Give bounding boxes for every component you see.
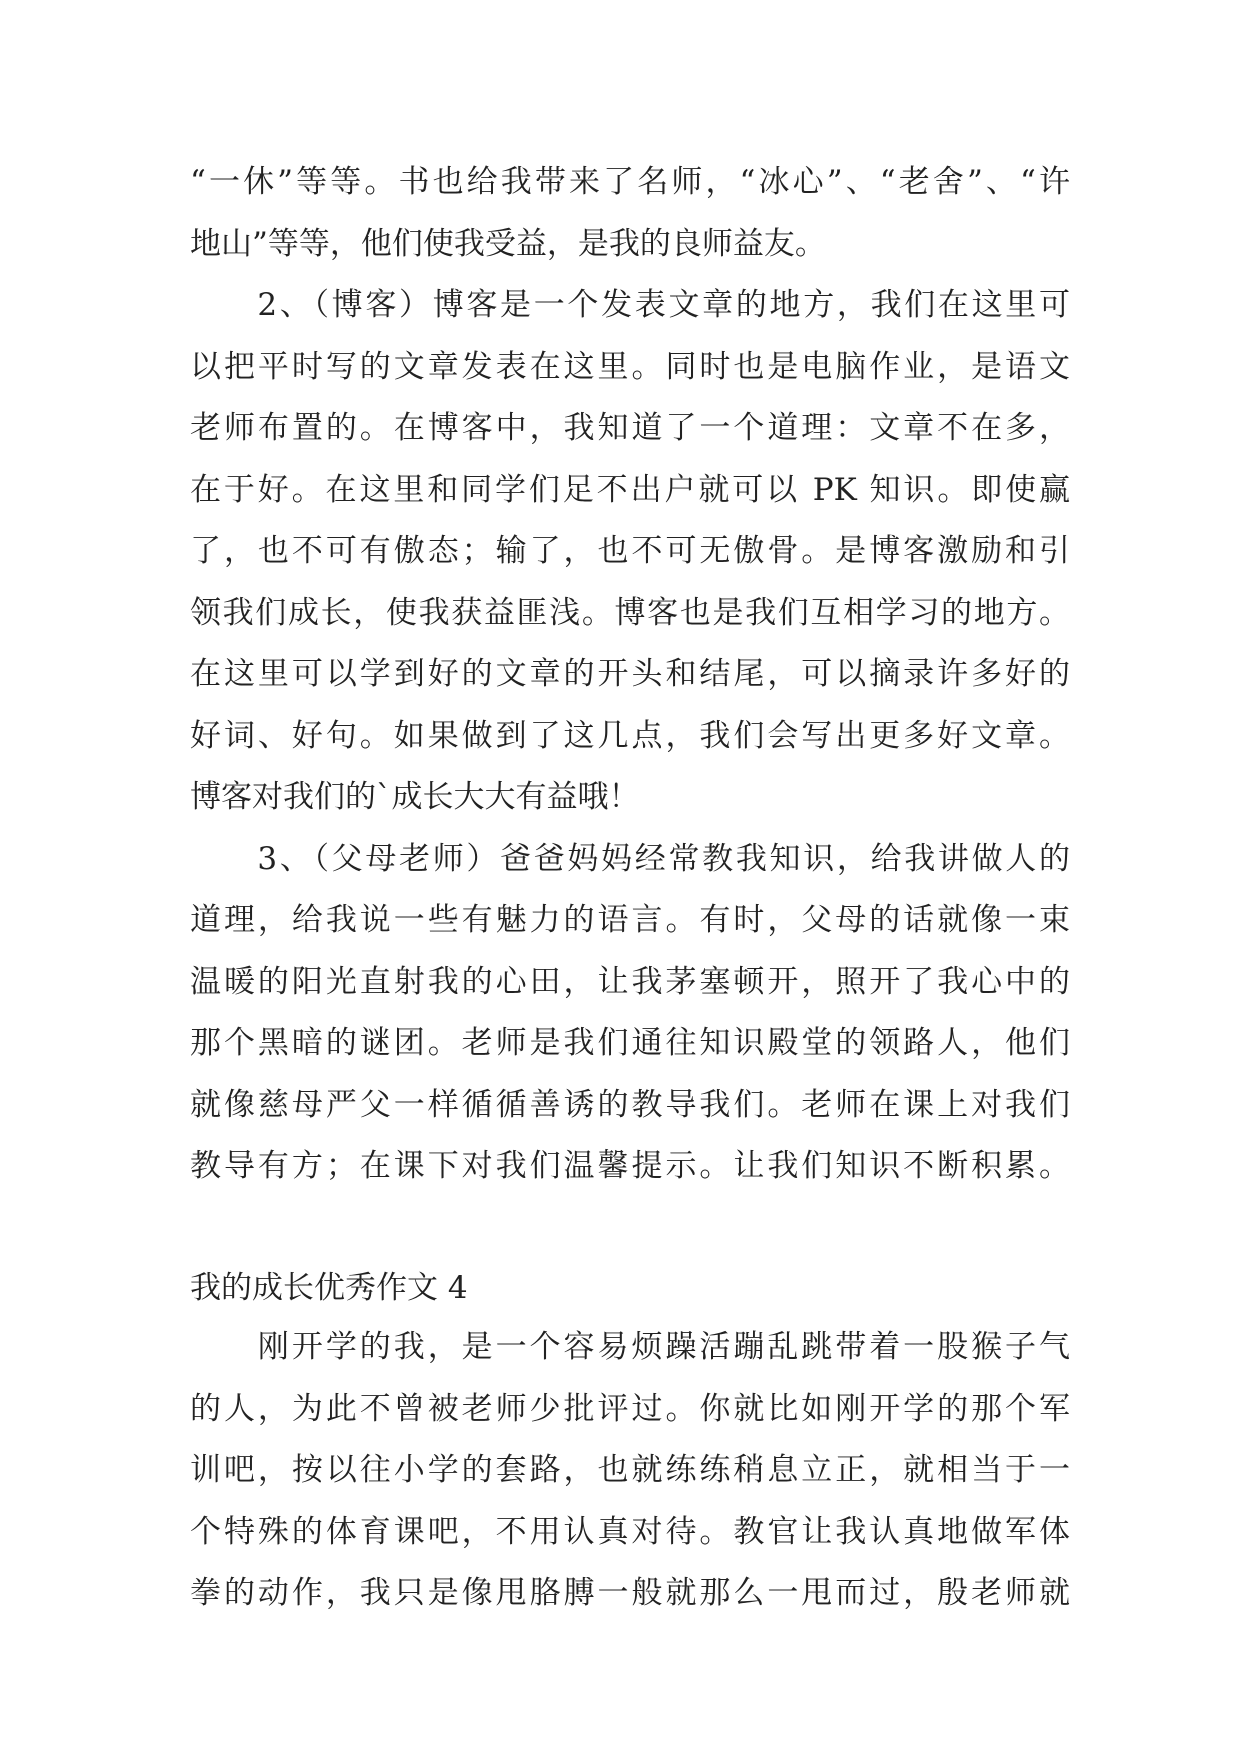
text-line: 教导有方；在课下对我们温馨提示。让我们知识不断积累。 (190, 1148, 1070, 1184)
paragraph-continuation (190, 152, 1070, 275)
text-line: 训吧，按以往小学的套路，也就练练稍息立正，就相当于一 (190, 1452, 1070, 1488)
text-line: 2、（博客）博客是一个发表文章的地方，我们在这里可 (190, 287, 1070, 323)
text-line: 的人，为此不曾被老师少批评过。你就比如刚开学的那个军 (190, 1390, 1070, 1427)
text-line: 温暖的阳光直射我的心田，让我茅塞顿开，照开了我心中的 (190, 963, 1070, 1000)
paragraph-blog (190, 275, 1070, 829)
paragraph-parents-teachers (190, 829, 1070, 1198)
text-line: 在于好。在这里和同学们足不出户就可以 PK 知识。即使赢 (190, 471, 1070, 508)
text-line: “一休”等等。书也给我带来了名师，“冰心”、“老舍”、“许 (190, 164, 1070, 200)
text-line: 道理，给我说一些有魅力的语言。有时，父母的话就像一束 (190, 902, 1070, 938)
text-line: 以把平时写的文章发表在这里。同时也是电脑作业，是语文 (190, 348, 1070, 385)
text-line: 个特殊的体育课吧，不用认真对待。教官让我认真地做军体 (190, 1513, 1070, 1550)
section-gap (190, 1198, 1070, 1260)
text-line: 地山”等等，他们使我受益，是我的良师益友。 (190, 225, 826, 262)
paragraph-start-of-school (190, 1317, 1070, 1625)
text-line: 老师布置的。在博客中，我知道了一个道理：文章不在多， (190, 410, 1070, 446)
text-line: 领我们成长，使我获益匪浅。博客也是我们互相学习的地方。 (190, 594, 1070, 631)
text-line: 拳的动作，我只是像甩胳膊一般就那么一甩而过，殷老师就 (190, 1575, 1070, 1611)
text-line: 那个黑暗的谜团。老师是我们通往知识殿堂的领路人，他们 (190, 1025, 1070, 1061)
text-line: 好词、好句。如果做到了这几点，我们会写出更多好文章。 (190, 717, 1070, 754)
section-title: 我的成长优秀作文 4 (190, 1270, 468, 1306)
text-line: 了，也不可有傲态；输了，也不可无傲骨。是博客激励和引 (190, 533, 1070, 569)
text-line: 博客对我们的`成长大大有益哦！ (190, 779, 640, 815)
text-line: 3、（父母老师）爸爸妈妈经常教我知识，给我讲做人的 (190, 840, 1070, 877)
document-body (190, 152, 1070, 1625)
text-line: 在这里可以学到好的文章的开头和结尾，可以摘录许多好的 (190, 656, 1070, 692)
text-line: 就像慈母严父一样循循善诱的教导我们。老师在课上对我们 (190, 1086, 1070, 1123)
text-line: 刚开学的我，是一个容易烦躁活蹦乱跳带着一股猴子气 (190, 1329, 1070, 1365)
